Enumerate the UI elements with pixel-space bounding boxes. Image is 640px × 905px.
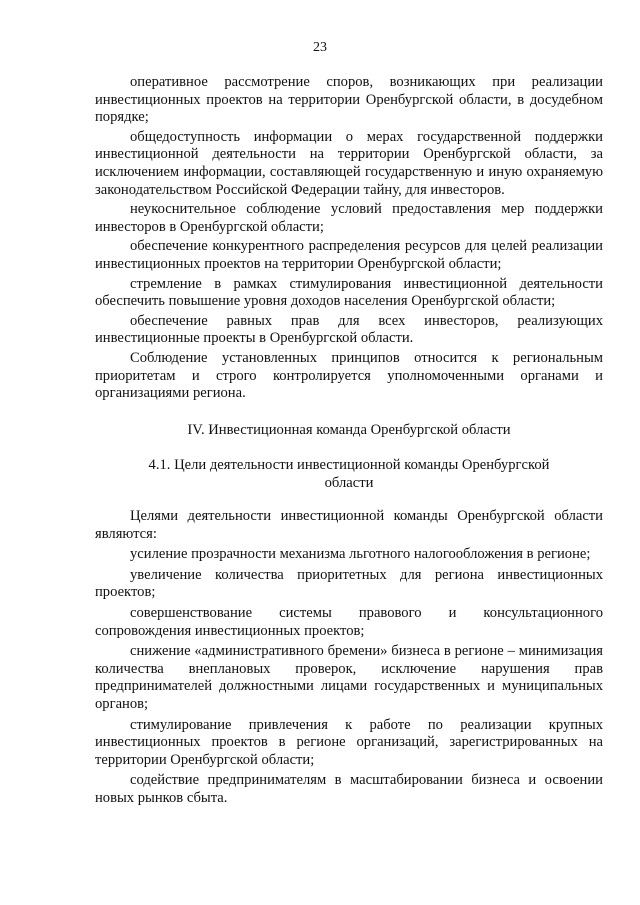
principles-summary-paragraph: Соблюдение установленных принципов относится к региональным приоритетам и строго контролируется уполномоченными органами и организациями региона.	[95, 349, 603, 402]
page-number: 23	[313, 40, 327, 55]
goal-paragraph: увеличение количества приоритетных для региона инвестиционных проектов;	[95, 566, 603, 601]
goals-intro-paragraph: Целями деятельности инвестиционной команды Оренбургской области являются:	[95, 508, 603, 542]
goal-paragraph: стимулирование привлечения к работе по реализации крупных инвестиционных проектов в регионе организаций, зарегистрированных на территории Оренбургской области;	[95, 716, 603, 768]
principles-list	[95, 74, 603, 403]
principle-paragraph: обеспечение равных прав для всех инвесторов, реализующих инвестиционные проекты в Оренбургской области.	[95, 312, 603, 347]
section-heading: IV. Инвестиционная команда Оренбургской области	[187, 422, 511, 438]
principle-paragraph: общедоступность информации о мерах государственной поддержки инвестиционной деятельности на территории Оренбургской области, за исключением информации, составляющей государственную и иную охраняемую законодательством Российской Федерации тайну, для инвесторов.	[95, 128, 603, 198]
principle-paragraph: стремление в рамках стимулирования инвестиционной деятельности обеспечить повышение уровня доходов населения Оренбургской области;	[95, 275, 603, 310]
subsection-heading: 4.1. Цели деятельности инвестиционной команды Оренбургской области	[148, 457, 550, 491]
goals-list	[95, 508, 603, 808]
goal-paragraph: содействие предпринимателям в масштабировании бизнеса и освоении новых рынков сбыта.	[95, 772, 603, 806]
principle-paragraph: обеспечение конкурентного распределения ресурсов для целей реализации инвестиционных проектов на территории Оренбургской области;	[95, 238, 603, 272]
principle-paragraph: оперативное рассмотрение споров, возникающих при реализации инвестиционных проектов на территории Оренбургской области, в досудебном порядке;	[95, 74, 603, 126]
principle-paragraph: неукоснительное соблюдение условий предоставления мер поддержки инвесторов в Оренбургской области;	[95, 201, 603, 235]
goal-paragraph: совершенствование системы правового и консультационного сопровождения инвестиционных проектов;	[95, 604, 603, 639]
goal-paragraph: усиление прозрачности механизма льготного налогообложения в регионе;	[130, 546, 591, 563]
goal-paragraph: снижение «административного бремени» бизнеса в регионе – минимизация количества внеплановых проверок, исключение нарушения прав предпринимателей должностными лицами государственных и муниципальных органов;	[95, 643, 603, 712]
